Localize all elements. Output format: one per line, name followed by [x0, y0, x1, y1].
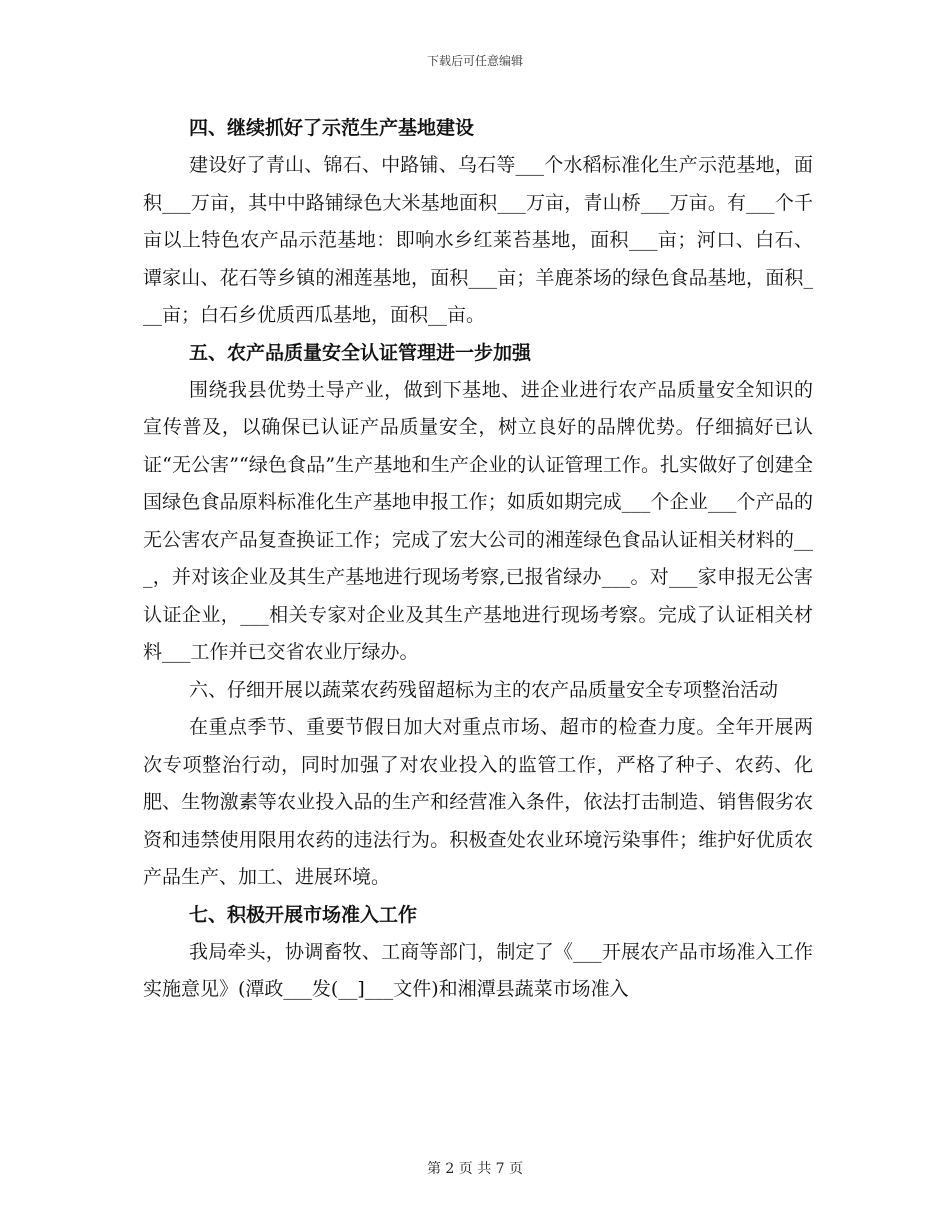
section-heading-7: 七、积极开展市场准入工作	[189, 903, 418, 926]
header-note: 下载后可任意编辑	[426, 54, 523, 68]
section-paragraph-6: 在重点季节、重要节假日加大对重点市场、超市的检查力度。全年开展两次专项整治行动，同时加强了对农业投入的监管工作，严格了种子、农药、化肥、生物激素等农业投入品的生产和经营准入条件，依法打击制造、销售假劣农资和违禁使用限用农药的违法行为。积极查处农业环境污染事件；维护好优质农产品生产、加工、进展环境。	[143, 716, 813, 888]
section-heading-4: 四、继续抓好了示范生产基地建设	[189, 117, 475, 139]
section-paragraph-5: 围绕我县优势土导产业，做到下基地、进企业进行农产品质量安全知识的宣传普及，以确保已认证产品质量安全，树立良好的品牌优势。仔细搞好已认证“无公害”“绿色食品”生产基地和生产企业的认证管理工作。扎实做好了创建全国绿色食品原料标准化生产基地申报工作；如质如期完成___个企业___个产品的无公害农产品复查换证工作；完成了宏大公司的湘莲绿色食品认证相关材料的___，并对该企业及其生产基地进行现场考察,已报省绿办___。对___家申报无公害认证企业，___相关专家对企业及其生产基地进行现场考察。完成了认证相关材料___工作并已交省农业厅绿办。	[143, 378, 813, 663]
section-heading-5: 五、农产品质量安全认证管理进一步加强	[189, 341, 532, 364]
document-body	[143, 110, 813, 1009]
section-paragraph-4: 建设好了青山、锦石、中路铺、乌石等___个水稻标准化生产示范基地，面积___万亩，其中中路铺绿色大米基地面积___万亩，青山桥___万亩。有___个千亩以上特色农产品示范基地：即响水乡红莱苔基地，面积___亩；河口、白石、谭家山、花石等乡镇的湘莲基地，面积___亩；羊鹿茶场的绿色食品基地，面积___亩；白石乡优质西瓜基地，面积__亩。	[143, 154, 813, 326]
page-footer: 第 2 页 共 7 页	[426, 1161, 524, 1177]
section-paragraph-7: 我局牵头，协调畜牧、工商等部门，制定了《___开展农产品市场准入工作实施意见》(潭政___发(__]___文件)和湘潭县蔬菜市场准入	[143, 940, 813, 1000]
section-heading-6: 六、仔细开展以蔬菜农药残留超标为主的农产品质量安全专项整治活动	[189, 678, 779, 701]
